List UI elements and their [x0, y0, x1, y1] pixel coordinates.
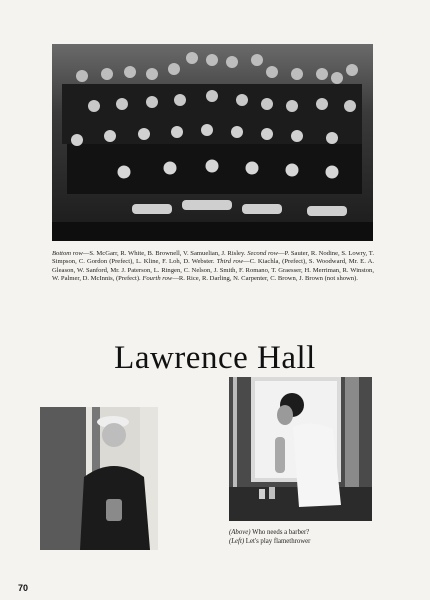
row-label-second: Second row [247, 250, 278, 257]
group-photo [52, 44, 373, 241]
caption-left-text: Let's play flamethrower [244, 537, 311, 545]
row-label-third: Third row [216, 258, 244, 266]
row-names-third: —C. Kiachla, (Prefect), S. Woodward, Mr. E. A. Gleason, W. Sanford, Mr. J. Paterson, L. Ringen, C. Nelson, J. Smith, F. Romano, T. Graesser, H. Merriman, R. Winston, W. Palmer, D. McInnis, (Prefect). [52, 258, 374, 282]
caption-left [229, 538, 379, 547]
row-names-fourth: —R. Rice, R. Darling, N. Carpenter, C. Brown, J. Brown (not shown). [172, 274, 358, 282]
row-names-second: —P. Sauter, R. Nodine, S. Lowry, T. Simpson, C. Gordon (Prefect), L. Kline, F. Loh, D. Webster. [52, 250, 374, 266]
page-number: 70 [18, 583, 29, 593]
caption-above-text: Who needs a barber? [250, 529, 310, 536]
right-photo [229, 377, 372, 521]
group-photo-caption [52, 250, 374, 283]
page-title: Lawrence Hall [114, 340, 316, 377]
caption-above [229, 529, 379, 538]
caption-left-tag: (Left) [229, 537, 245, 545]
left-photo [40, 407, 158, 550]
row-label-fourth: Fourth row [142, 274, 173, 282]
row-names-bottom: —S. McGarr, R. White, B. Brownell, V. Samuelian, J. Risley. [82, 250, 246, 257]
caption-above-tag: (Above) [229, 529, 251, 536]
row-label-bottom: Bottom row [52, 250, 83, 257]
right-photo-caption [229, 529, 379, 546]
